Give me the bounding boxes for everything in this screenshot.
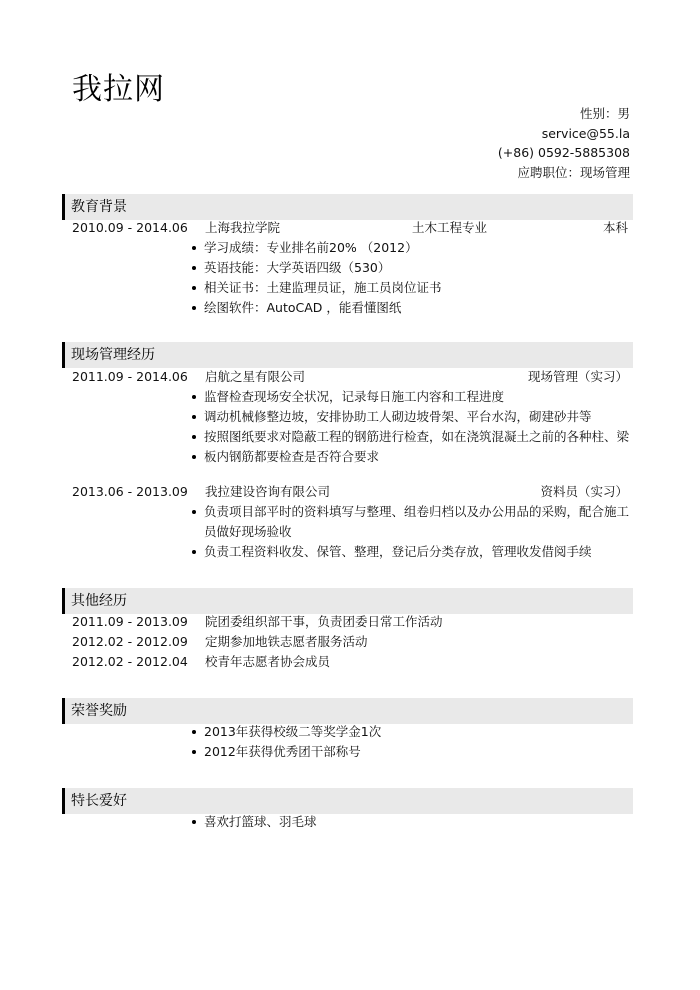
education-bullets [190,238,630,318]
company-name: 启航之星有限公司 [205,369,306,384]
honors-bullets [190,722,630,762]
section-heading-other: 其他经历 [62,588,633,614]
list-item: 学习成绩：专业排名前20% （2012） [190,238,630,258]
list-item: 调动机械修整边坡，安排协助工人砌边坡骨架、平台水沟，砌建砂井等 [190,407,630,427]
job-bullets [190,387,630,467]
other-text: 院团委组织部干事，负责团委日常工作活动 [205,614,443,629]
other-text: 定期参加地铁志愿者服务活动 [205,634,368,649]
section-heading-education: 教育背景 [62,194,633,220]
list-item: 2012年获得优秀团干部称号 [190,742,630,762]
other-date: 2012.02 - 2012.04 [72,654,188,669]
job-row [72,367,632,387]
list-item: 按照图纸要求对隐蔽工程的钢筋进行检查，如在浇筑混凝土之前的各种柱、梁 [190,427,630,447]
other-row [72,612,632,632]
position-text: 应聘职位：现场管理 [517,164,630,180]
list-item: 相关证书：土建监理员证，施工员岗位证书 [190,278,630,298]
list-item: 监督检查现场安全状况，记录每日施工内容和工程进度 [190,387,630,407]
list-item: 2013年获得校级二等奖学金1次 [190,722,630,742]
list-item: 负责工程资料收发、保管、整理，登记后分类存放，管理收发借阅手续 [190,542,630,562]
resume-name: 我拉网 [72,72,165,107]
email-text: service@55.la [541,125,630,141]
job-bullets [190,502,630,562]
section-heading-honors: 荣誉奖励 [62,698,633,724]
job-date: 2011.09 - 2014.06 [72,369,188,384]
job-row [72,482,632,502]
other-row [72,632,632,652]
degree-text: 本科 [602,220,628,235]
list-item: 板内钢筋都要检查是否符合要求 [190,447,630,467]
education-row [72,218,632,238]
other-row [72,652,632,672]
other-date: 2011.09 - 2013.09 [72,614,188,629]
list-item: 绘图软件：AutoCAD ，能看懂图纸 [190,298,630,318]
contact-block [498,104,630,182]
job-date: 2013.06 - 2013.09 [72,484,188,499]
other-date: 2012.02 - 2012.09 [72,634,188,649]
hobbies-bullets [190,812,630,832]
phone-text: (+86) 0592-5885308 [497,145,630,160]
school-name: 上海我拉学院 [205,220,281,235]
gender-text: 性别：男 [579,106,630,121]
section-heading-hobbies: 特长爱好 [62,788,633,814]
list-item: 负责项目部平时的资料填写与整理、组卷归档以及办公用品的采购，配合施工员做好现场验收 [190,502,630,542]
job-role: 现场管理（实习） [527,369,628,384]
list-item: 英语技能：大学英语四级（530） [190,258,630,278]
education-date: 2010.09 - 2014.06 [72,220,188,235]
list-item: 喜欢打篮球、羽毛球 [190,812,630,832]
major-name: 土木工程专业 [412,220,488,235]
job-role: 资料员（实习） [540,484,628,499]
company-name: 我拉建设咨询有限公司 [205,484,331,499]
other-text: 校青年志愿者协会成员 [205,654,331,669]
section-heading-work: 现场管理经历 [62,342,633,368]
